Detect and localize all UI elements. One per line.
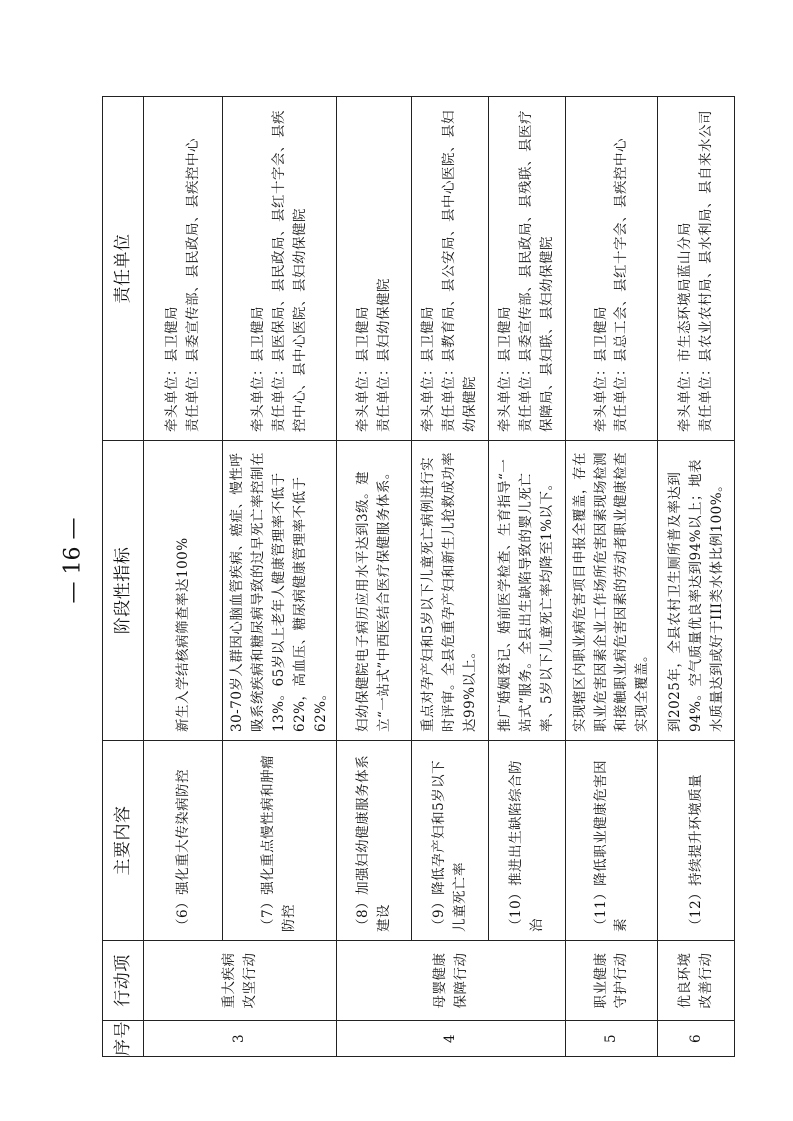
main-content: （6）强化重大传染病防控 [144, 741, 223, 941]
rotated-page-content [102, 97, 725, 1057]
header-content: 主要内容 [103, 741, 144, 941]
lead-unit: 牵头单位：县卫健局 [497, 306, 514, 432]
lead-unit: 牵头单位：县卫健局 [164, 306, 181, 432]
table-row [223, 97, 337, 1057]
action-plan-table [102, 96, 735, 1057]
responsible-unit: 责任单位：县教育局、县公安局、县中心医院、县妇幼保健院 [441, 110, 479, 432]
lead-unit: 牵头单位：县卫健局 [249, 306, 266, 432]
header-action: 行动项 [103, 941, 144, 1021]
responsible-units [336, 97, 411, 441]
lead-unit: 牵头单位：县卫健局 [420, 306, 437, 432]
table-row [488, 97, 565, 1057]
action-item: 职业健康守护行动 [565, 941, 658, 1021]
page-number: — 16 — [60, 517, 86, 603]
responsible-unit: 责任单位：县委宣传部、县民政局、县疾控中心 [185, 138, 201, 432]
main-content: （7）强化重点慢性病和肿瘤防控 [223, 741, 337, 941]
row-number: 6 [658, 1021, 735, 1057]
main-content: （12）持续提升环境质量 [658, 741, 735, 941]
table-header-row [103, 97, 144, 1057]
action-item: 重大疾病攻坚行动 [144, 941, 337, 1021]
main-content: （10）推进出生缺陷综合防治 [488, 741, 565, 941]
table-row [144, 97, 223, 1057]
responsible-units [565, 97, 658, 441]
table-row [658, 97, 735, 1057]
lead-unit: 牵头单位：县卫健局 [592, 306, 609, 432]
responsible-units [658, 97, 735, 441]
action-item: 母婴健康保障行动 [336, 941, 565, 1021]
responsible-unit: 责任单位：县妇幼保健院 [375, 278, 392, 432]
responsible-unit: 责任单位：县农业农村局、县水利局、县自来水公司 [698, 110, 715, 432]
action-item: 优良环境改善行动 [658, 941, 735, 1021]
stage-indicator: 到2025年，全县农村卫生厕所普及率达到94%。空气质量优良率达到94%以上；地表水质量达到或好于III类水体比例100%。 [658, 441, 735, 741]
responsible-units [223, 97, 337, 441]
stage-indicator: 30-70岁人群因心脑血管疾病、癌症、慢性呼吸系统疾病和糖尿病导致的过早死亡率控制在13%。65岁以上老年人健康管理率不低于62%，高血压、糖尿病健康管理率不低于62%。 [223, 441, 337, 741]
stage-indicator: 实现辖区内职业病危害项目申报全覆盖，存在职业危害因素企业工作场所危害因素现场检测和接触职业病危害因素的劳动者职业健康检查实现全覆盖。 [565, 441, 658, 741]
row-number: 3 [144, 1021, 337, 1057]
stage-indicator: 妇幼保健院电子病历应用水平达到3级。建立“一站式”中西医结合医疗保健服务体系。 [336, 441, 411, 741]
responsible-unit: 责任单位：县总工会、县红十字会、县疾控中心 [613, 138, 630, 432]
stage-indicator: 推广婚姻登记、婚前医学检查、生育指导“一站式”服务。全县出生缺陷导致的婴儿死亡率、5岁以下儿童死亡率均降至1%以下。 [488, 441, 565, 741]
responsible-unit: 责任单位：县医保局、县民政局、县红十字会、县疾控中心、县中心医院、县妇幼保健院 [270, 110, 308, 432]
table-row [336, 97, 411, 1057]
table-row [565, 97, 658, 1057]
header-no: 序号 [103, 1021, 144, 1057]
responsible-units [488, 97, 565, 441]
stage-indicator: 重点对孕产妇和5岁以下儿童死亡病例进行实时评审。全县危重孕产妇和新生儿抢救成功率达99%以上。 [411, 441, 488, 741]
main-content: （8）加强妇幼健康服务体系建设 [336, 741, 411, 941]
header-responsible: 责任单位 [103, 97, 144, 441]
row-number: 5 [565, 1021, 658, 1057]
responsible-unit: 责任单位：县委宣传部、县民政局、县残联、县医疗保障局、县妇联、县妇幼保健院 [518, 110, 556, 432]
responsible-units [411, 97, 488, 441]
table-row [411, 97, 488, 1057]
main-content: （9）降低孕产妇和5岁以下儿童死亡率 [411, 741, 488, 941]
main-content: （11）降低职业健康危害因素 [565, 741, 658, 941]
row-number: 4 [336, 1021, 565, 1057]
responsible-units [144, 97, 223, 441]
lead-unit: 牵头单位：县卫健局 [354, 306, 371, 432]
stage-indicator: 新生入学结核病筛查率达100% [144, 441, 223, 741]
lead-unit: 牵头单位：市生态环境局蓝山分局 [677, 222, 694, 432]
header-indicator: 阶段性指标 [103, 441, 144, 741]
